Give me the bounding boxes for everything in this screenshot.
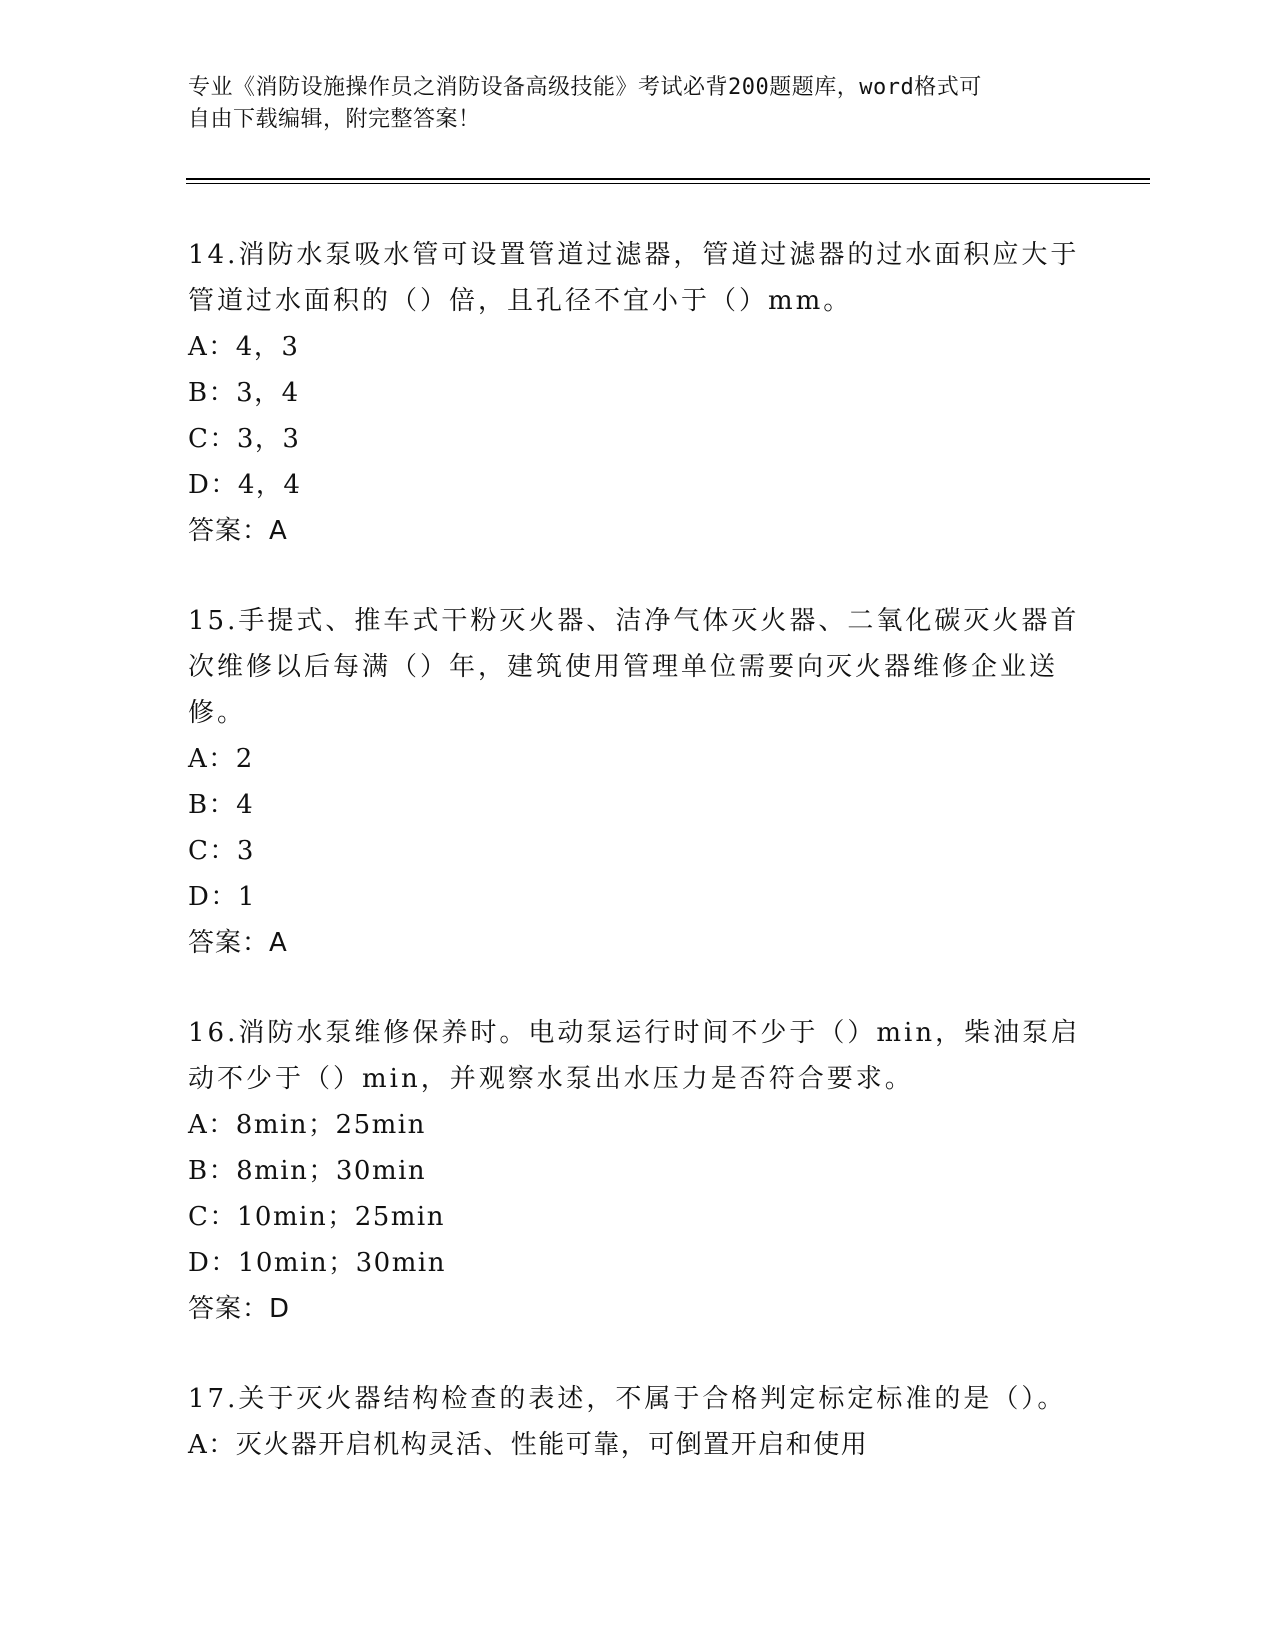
question-line: 次维修以后每满（）年，建筑使用管理单位需要向灭火器维修企业送 [188,652,1059,682]
option-b: B：4 [188,790,255,820]
question-list [188,232,1088,1512]
document-header [188,72,1068,136]
option-a: A：8min；25min [188,1110,426,1140]
question-17 [188,1376,1088,1468]
option-c: C：3 [188,836,255,866]
question-line: 16.消防水泵维修保养时。电动泵运行时间不少于（）min，柴油泵启 [188,1018,1081,1048]
option-c: C：3，3 [188,424,301,454]
question-14 [188,232,1088,554]
header-divider-thick [186,178,1150,180]
header-line-2: 自由下载编辑，附完整答案！ [188,107,481,132]
question-line: 管道过水面积的（）倍，且孔径不宜小于（）mm。 [188,286,853,316]
question-text [188,1010,1088,1102]
option-d: D：10min；30min [188,1248,446,1278]
option-d: D：1 [188,882,256,912]
option-c: C：10min；25min [188,1202,445,1232]
question-15 [188,598,1088,966]
option-a: A：灭火器开启机构灵活、性能可靠，可倒置开启和使用 [188,1430,869,1460]
option-a: A：2 [188,744,254,774]
question-text [188,232,1088,324]
answer-line: 答案：D [188,1294,291,1324]
question-line: 修。 [188,698,247,728]
header-line-1: 专业《消防设施操作员之消防设备高级技能》考试必背200题题库，word格式可 [188,75,982,100]
question-text [188,598,1088,736]
question-line: 15.手提式、推车式干粉灭火器、洁净气体灭火器、二氧化碳灭火器首 [188,606,1080,636]
option-d: D：4，4 [188,470,302,500]
question-line: 17.关于灭火器结构检查的表述，不属于合格判定标定标准的是（）。 [188,1384,1067,1414]
question-16 [188,1010,1088,1332]
option-a: A：4，3 [188,332,300,362]
question-line: 动不少于（）min，并观察水泵出水压力是否符合要求。 [188,1064,914,1094]
question-text [188,1376,1088,1422]
answer-line: 答案：A [188,516,288,546]
option-b: B：8min；30min [188,1156,427,1186]
answer-line: 答案：A [188,928,288,958]
header-divider-thin [186,183,1150,184]
question-line: 14.消防水泵吸水管可设置管道过滤器，管道过滤器的过水面积应大于 [188,240,1080,270]
option-b: B：3，4 [188,378,300,408]
